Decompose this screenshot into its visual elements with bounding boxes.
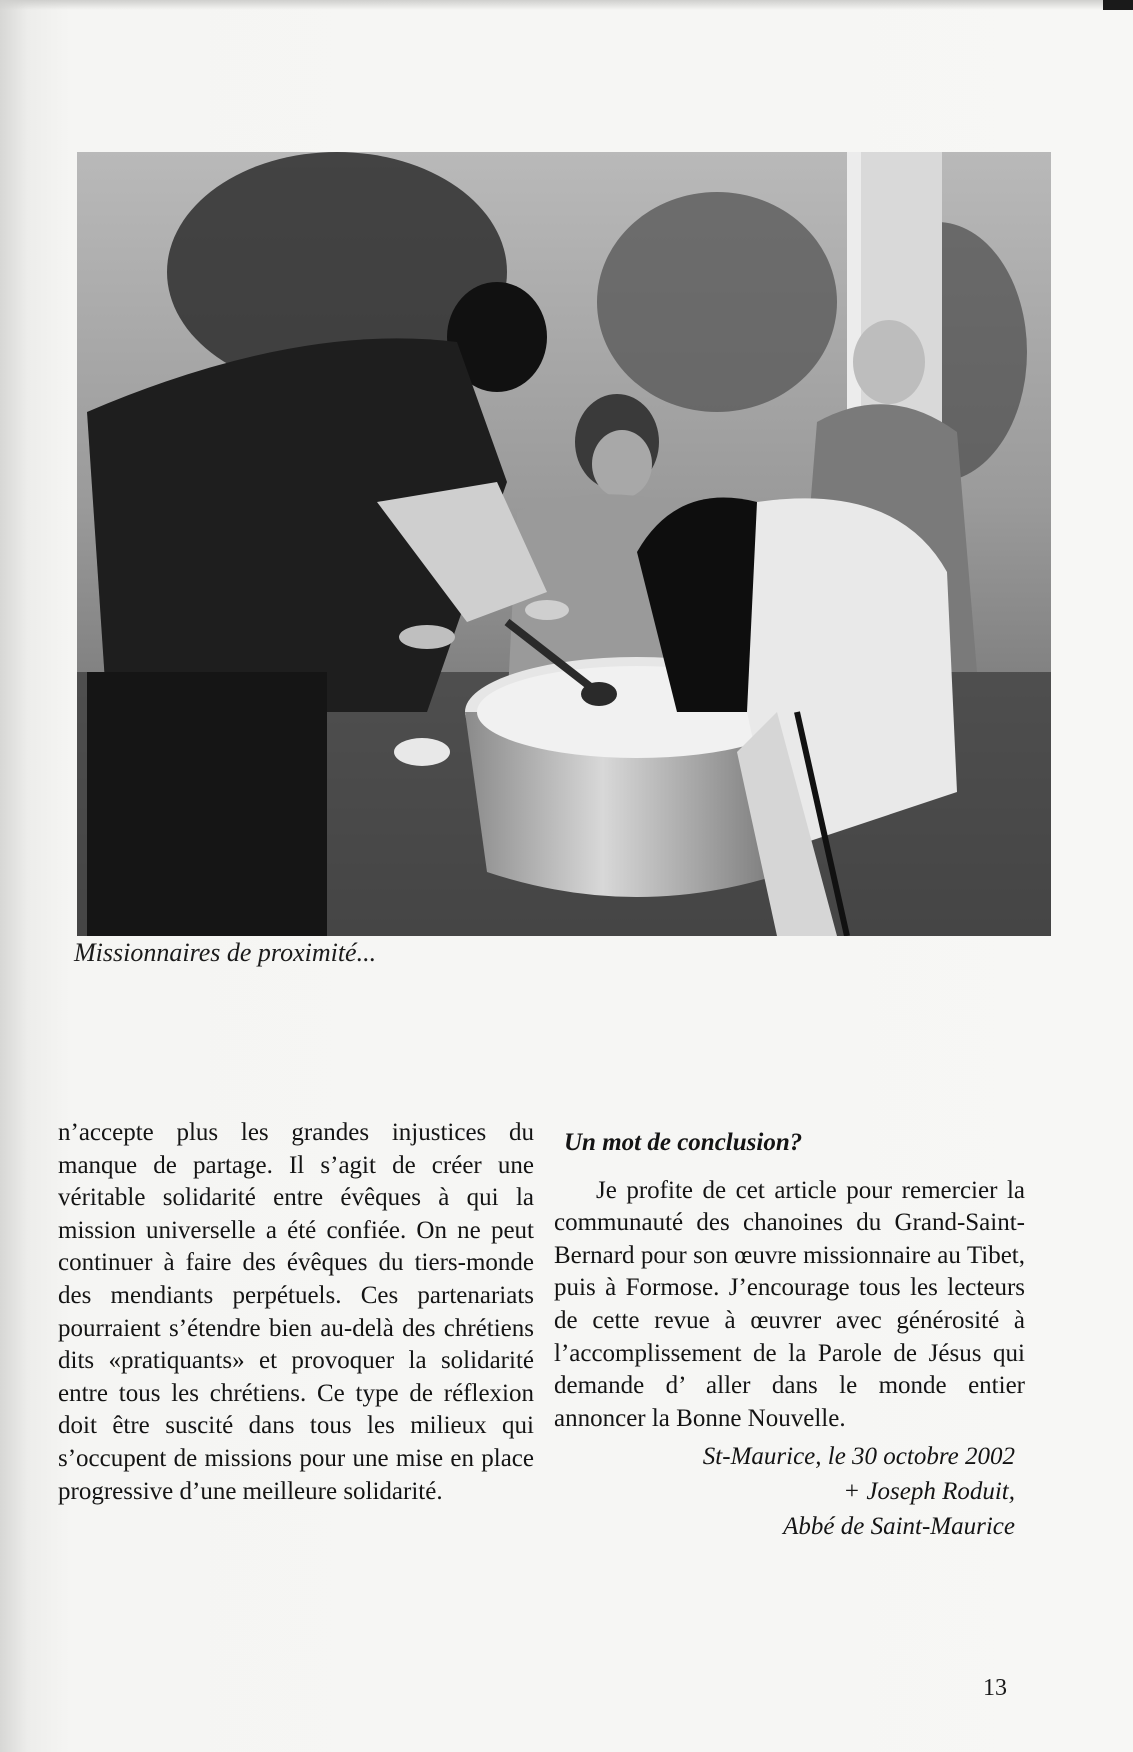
page-number: 13 bbox=[983, 1675, 1007, 1701]
page-top-edge bbox=[0, 0, 1133, 10]
photo-caption: Missionnaires de proximité... bbox=[74, 938, 377, 967]
left-column-paragraph: n’accepte plus les grandes injustices du manque de partage. Il s’agit de créer une véritable solidarité entre évêques à qui la mission universelle a été confiée. On ne peut continuer à faire des évêques du tiers-monde des mendiants perpétuels. Ces partenariats pourraient s’étendre bien au-delà des chrétiens dits «pratiquants» et provoquer la solidarité entre tous les chrétiens. Ce type de réflexion doit être suscité dans tous les milieux qui s’occupent de missions pour une mise en place progressive d’une meilleure solidarité. bbox=[58, 1119, 534, 1505]
signature-title: Abbé de Saint-Maurice bbox=[783, 1513, 1015, 1541]
signature-place-date: St-Maurice, le 30 octobre 2002 bbox=[702, 1443, 1015, 1471]
left-column bbox=[58, 1117, 534, 1508]
right-column bbox=[554, 1127, 1025, 1544]
photo-illustration bbox=[77, 152, 1051, 936]
photograph bbox=[77, 152, 1051, 936]
section-heading: Un mot de conclusion? bbox=[564, 1129, 803, 1156]
signature-name: + Joseph Roduit, bbox=[843, 1478, 1015, 1506]
signature-block bbox=[554, 1439, 1025, 1544]
scan-corner-mark bbox=[1103, 0, 1133, 10]
right-column-paragraph: Je profite de cet article pour remercier la communauté des chanoines du Grand-Saint-Bernard pour son œuvre missionnaire au Tibet, puis à Formose. J’encourage tous les lecteurs de cette revue à œuvrer avec générosité à l’accomplissement de la Parole de Jésus qui demande d’ aller dans le monde entier annoncer la Bonne Nouvelle. bbox=[554, 1176, 1025, 1432]
